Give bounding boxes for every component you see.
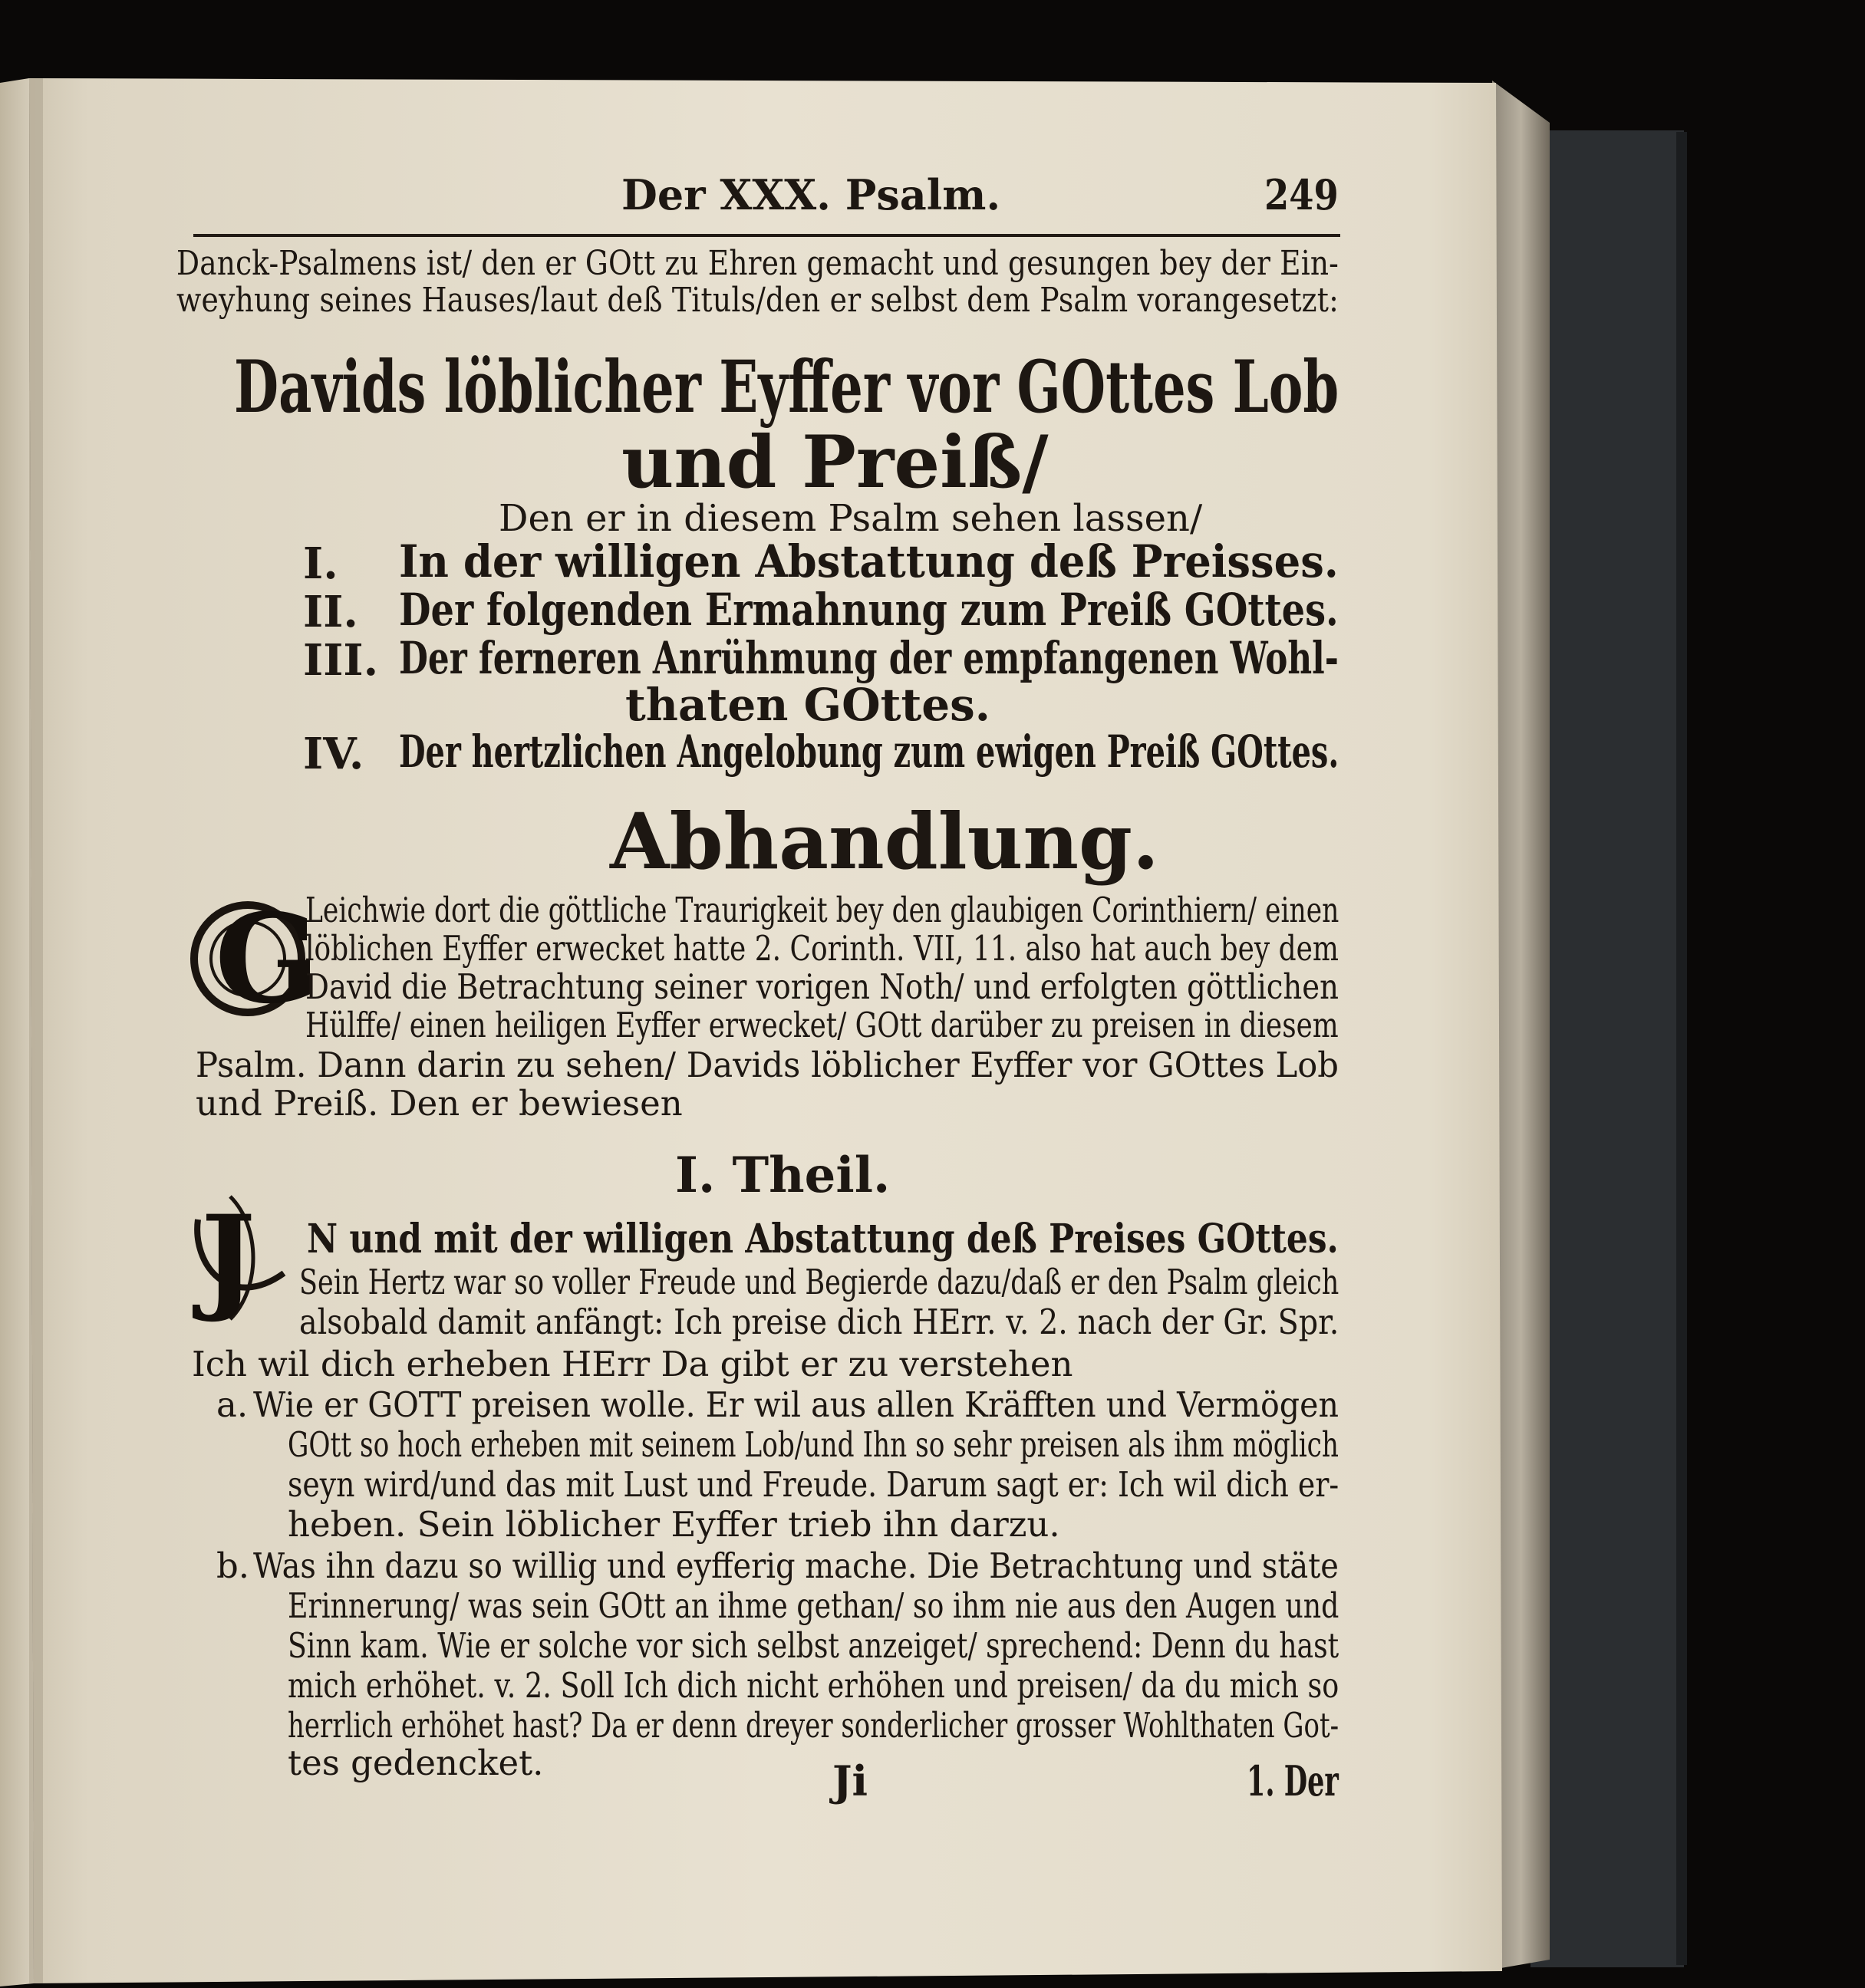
abhandlung-line: Leichwie dort die göttliche Traurigkeit bey den glaubigen Corinthiern/ einen (305, 890, 1339, 930)
catchword: 1. Der (1247, 1756, 1339, 1805)
part1-line: Sein Hertz war so voller Freude und Begierde dazu/daß er den Psalm gleich (299, 1262, 1339, 1302)
abhandlung-line: Psalm. Dann darin zu sehen/ Davids löblicher Eyffer vor GOttes Lob (196, 1045, 1339, 1085)
title-subtitle: Den er in diesem Psalm sehen lassen/ (499, 497, 1203, 540)
outline-text: In der willigen Abstattung deß Preisses. (399, 535, 1339, 588)
intro-line: weyhung seines Hauses/laut deß Tituls/den er selbst dem Psalm vorangesetzt: (176, 281, 1339, 320)
point-a-line: heben. Sein löblicher Eyffer trieb ihn darzu. (288, 1504, 1060, 1545)
running-title: Der XXX. Psalm. (621, 170, 1001, 219)
outline-number: II. (303, 587, 358, 637)
point-b-line: herrlich erhöhet hast? Da er denn dreyer sonderlicher grosser Wohlthaten Got- (288, 1705, 1339, 1746)
point-b-line: mich erhöhet. v. 2. Soll Ich dich nicht erhöhen und preisen/ da du mich so (288, 1665, 1339, 1706)
dropcap-g: G (215, 887, 320, 1031)
signature-mark: Ji (832, 1756, 868, 1805)
outline-text: Der ferneren Anrühmung der empfangenen Wohl- (399, 632, 1339, 684)
outline-text: thaten GOttes. (625, 679, 990, 731)
point-a-line: GOtt so hoch erheben mit seinem Lob/und Ihn so sehr preisen als ihm möglich (288, 1424, 1339, 1465)
section-title: Abhandlung. (610, 796, 1159, 887)
outline-number: III. (303, 635, 379, 686)
outline-text: Der hertzlichen Angelobung zum ewigen Preiß GOttes. (399, 726, 1339, 778)
dropcap-j: J (201, 1190, 255, 1325)
part-title: I. Theil. (675, 1147, 891, 1204)
part1-line: Ich wil dich erheben HErr Da gibt er zu verstehen (192, 1344, 1073, 1384)
point-a-line: Wie er GOTT preisen wolle. Er wil aus allen Kräfften und Vermögen (253, 1384, 1339, 1425)
part1-line: alsobald damit anfängt: Ich preise dich HErr. v. 2. nach der Gr. Spr. (299, 1302, 1339, 1342)
point-b-line: Sinn kam. Wie er solche vor sich selbst anzeiget/ sprechend: Denn du hast (288, 1625, 1339, 1666)
point-a-line: seyn wird/und das mit Lust und Freude. Darum sagt er: Ich wil dich er- (288, 1464, 1339, 1505)
intro-line: Danck-Psalmens ist/ den er GOtt zu Ehren gemacht und gesungen bey der Ein- (176, 244, 1339, 283)
point-b-line: Was ihn dazu so willig und eyfferig mache. Die Betrachtung und stäte (253, 1545, 1339, 1586)
title-line-1: Davids löblicher Eyffer vor GOttes Lob (234, 345, 1339, 430)
outline-number: IV. (303, 729, 364, 779)
page-number: 249 (1264, 170, 1339, 219)
point-b-label: b. (216, 1545, 250, 1586)
abhandlung-line: und Preiß. Den er bewiesen (196, 1083, 683, 1124)
abhandlung-line: Hülffe/ einen heiligen Eyffer erwecket/ GOtt darüber zu preisen in diesem (305, 1005, 1339, 1045)
point-b-line: tes gedencket. (288, 1743, 544, 1783)
point-a-label: a. (216, 1384, 249, 1425)
point-b-line: Erinnerung/ was sein GOtt an ihme gethan/ so ihm nie aus den Augen und (288, 1585, 1339, 1626)
outline-text: Der folgenden Ermahnung zum Preiß GOttes. (399, 584, 1339, 636)
title-line-2: und Preiß/ (621, 420, 1049, 505)
outline-number: I. (303, 538, 338, 589)
part1-line: N und mit der willigen Abstattung deß Preises GOttes. (307, 1216, 1339, 1262)
abhandlung-line: David die Betrachtung seiner vorigen Noth/ und erfolgten göttlichen (305, 966, 1339, 1007)
abhandlung-line: löblichen Eyffer erwecket hatte 2. Corinth. VII, 11. also hat auch bey dem (305, 928, 1339, 969)
